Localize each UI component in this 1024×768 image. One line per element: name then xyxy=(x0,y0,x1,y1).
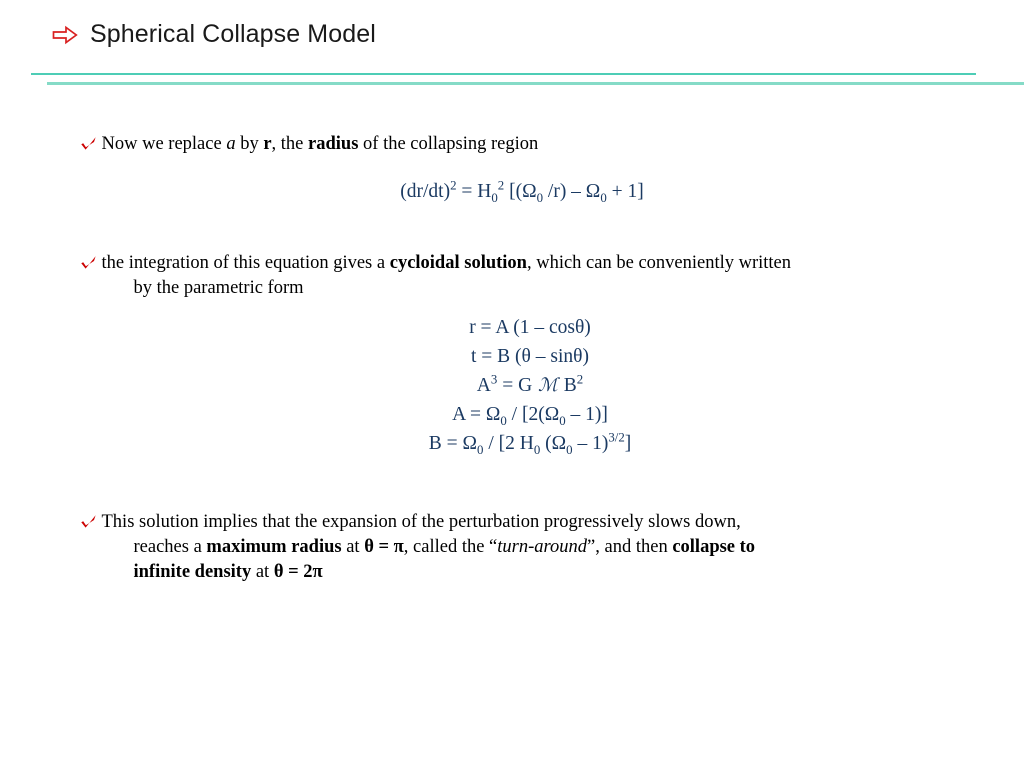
ac-b: B xyxy=(558,375,577,396)
bullet-2-text xyxy=(102,251,964,301)
red-checkmark-icon xyxy=(80,514,97,531)
bullet-3-line3 xyxy=(102,560,964,585)
red-arrow-right-icon xyxy=(52,25,78,45)
b-value-equation xyxy=(36,429,1024,458)
main-equation-block xyxy=(20,179,1024,205)
bullet-item-1 xyxy=(0,132,1024,157)
eq-omega2-sub: 0 xyxy=(600,190,607,205)
red-checkmark-icon xyxy=(80,136,97,153)
script-m-symbol: ℳ xyxy=(538,375,558,396)
eq-omega1-sub: 0 xyxy=(536,190,544,205)
bullet-1-mid2: , the xyxy=(271,134,309,154)
ac-b-sup: 2 xyxy=(576,372,584,387)
av-post: – 1)] xyxy=(565,404,608,425)
bv-post: – 1) xyxy=(572,433,609,454)
bullet-3-line1: This solution implies that the expansion of the perturbation progressively slows down, xyxy=(101,512,741,532)
bullet-1-text xyxy=(102,132,964,157)
bullet-3-line2 xyxy=(102,535,964,560)
eq-lhs: (dr/dt) xyxy=(400,181,451,202)
bullet-1-mid: by xyxy=(235,134,264,154)
b3-mid2: , called the “ xyxy=(403,537,498,557)
b3-mid: at xyxy=(341,537,365,557)
slide-title-row xyxy=(52,22,376,47)
bv-sub2: 0 xyxy=(533,442,541,457)
b3-bold-max-radius: maximum radius xyxy=(206,537,342,557)
header-divider-top xyxy=(31,73,976,75)
bullet-1-italic-a: a xyxy=(226,134,236,154)
bullet-2-pre: the integration of this equation gives a xyxy=(101,253,390,273)
b3-pre: reaches a xyxy=(133,537,207,557)
bv-mid: / [2 H xyxy=(483,433,534,454)
bullet-1-bold-r: r xyxy=(263,134,272,154)
bv-mid2: (Ω xyxy=(540,433,567,454)
red-checkmark-icon xyxy=(80,255,97,272)
bullet-item-2 xyxy=(0,251,1024,301)
eq-lhs-sup: 2 xyxy=(450,178,457,193)
b3-line3-mid: at xyxy=(251,562,274,582)
bv-tail: ] xyxy=(624,433,632,454)
bullet-2-bold: cycloidal solution xyxy=(389,253,527,273)
b3-theta-pi: θ = π xyxy=(364,537,404,557)
b3-italic-turn-around: turn-around xyxy=(497,537,588,557)
av-mid: / [2(Ω xyxy=(506,404,560,425)
main-equation xyxy=(20,179,1024,205)
ac-eq: = G xyxy=(497,375,538,396)
bv-sub3: 0 xyxy=(566,442,573,457)
bullet-3-text xyxy=(102,510,964,585)
slide-content xyxy=(0,132,1024,585)
bv-pre: B = Ω xyxy=(428,433,477,454)
a-cubed-equation xyxy=(36,371,1024,400)
bv-sup: 3/2 xyxy=(608,430,625,445)
b3-bold-collapse-to: collapse to xyxy=(672,537,756,557)
av-sub1: 0 xyxy=(500,413,507,428)
b3-theta-2pi: θ = 2π xyxy=(273,562,323,582)
bullet-1-post: of the collapsing region xyxy=(358,134,539,154)
parametric-equation-block xyxy=(36,313,1024,458)
r-equation: r = A (1 – cosθ) xyxy=(469,317,591,338)
eq-h-sup: 2 xyxy=(497,178,505,193)
eq-tail: + 1] xyxy=(606,181,644,202)
eq-h-sub: 0 xyxy=(491,190,498,205)
bullet-2-post: , which can be conveniently written xyxy=(526,253,792,273)
bullet-1-bold-radius: radius xyxy=(308,134,359,154)
ac-a-sup: 3 xyxy=(490,372,498,387)
header-divider-bottom xyxy=(47,82,1024,85)
eq-mid: /r) – Ω xyxy=(543,181,601,202)
bullet-item-3 xyxy=(0,510,1024,585)
av-sub2: 0 xyxy=(559,413,566,428)
eq-bracket-open: [(Ω xyxy=(504,181,537,202)
bv-sub1: 0 xyxy=(477,442,484,457)
bullet-1-pre: Now we replace xyxy=(101,134,227,154)
page-title: Spherical Collapse Model xyxy=(90,20,376,48)
a-value-equation xyxy=(36,400,1024,429)
bullet-2-line2: by the parametric form xyxy=(133,278,304,298)
b3-mid3: ”, and then xyxy=(587,537,673,557)
av-pre: A = Ω xyxy=(452,404,501,425)
t-equation: t = B (θ – sinθ) xyxy=(471,346,589,367)
eq-equals: = H xyxy=(456,181,492,202)
ac-a: A xyxy=(476,375,491,396)
b3-bold-infinite-density: infinite density xyxy=(133,562,252,582)
